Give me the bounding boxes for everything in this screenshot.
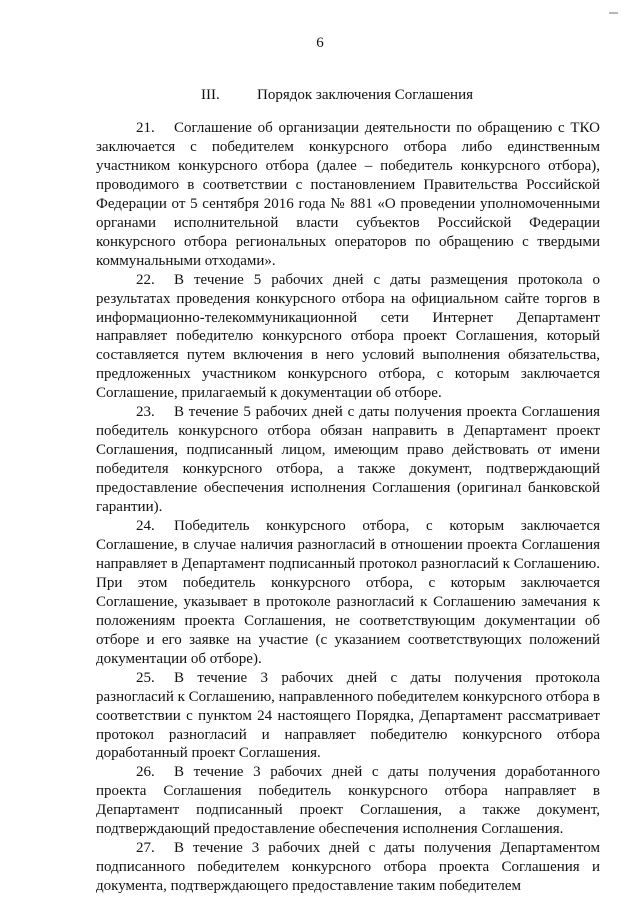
section-heading <box>0 85 640 105</box>
paragraph-text: В течение 3 рабочих дней с даты получения Департаментом подписанного победителем конкурсного отбора проекта Соглашения и документа, подтверждающего предоставление таким победителем <box>96 840 600 895</box>
paragraph-number: 22. <box>136 271 155 288</box>
scan-mark <box>609 12 618 14</box>
paragraph-text: Соглашение об организации деятельности по обращению с ТКО заключается с победителем конкурсного отбора либо единственным участником конкурсного отбора (далее – победитель конкурсного отбора), проводимого в соответствии с постановлением Правительства Российской Федерации от 5 сентября 2016 года № 881 «О проведении уполномоченными органами исполнительной власти субъектов Российской Федерации конкурсного отбора региональных операторов по обращению с твердыми коммунальными отходами». <box>96 120 600 269</box>
paragraph-text: В течение 3 рабочих дней с даты получения протокола разногласий к Соглашению, направленного победителем конкурсного отбора в соответствии с пунктом 24 настоящего Порядка, Департамент рассматривает протокол разногласий и направляет победителю конкурсного отбора доработанный проект Соглашения. <box>96 669 600 762</box>
paragraph-23 <box>96 403 600 517</box>
paragraph-25 <box>96 669 600 764</box>
paragraph-24 <box>96 517 600 669</box>
paragraph-number: 26. <box>136 764 155 781</box>
paragraph-number: 21. <box>136 120 155 136</box>
paragraph-27 <box>96 839 600 896</box>
section-number: III. <box>201 87 220 103</box>
paragraph-22 <box>96 271 600 404</box>
document-body <box>96 119 600 896</box>
paragraph-26 <box>96 763 600 839</box>
paragraph-21 <box>96 119 600 271</box>
paragraph-text: Победитель конкурсного отбора, с которым заключается Соглашение, в случае наличия разногласий в отношении проекта Соглашения направляет в Департамент подписанный протокол разногласий к Соглашению. При этом победитель конкурсного отбора, с которым заключается Соглашение, указывает в протоколе разногласий к Соглашению замечания к положениям проекта Соглашения, не соответствующим документации об отборе и его заявке на участие (с указанием соответствующих положений документации об отборе). <box>96 518 600 667</box>
paragraph-text: В течение 5 рабочих дней с даты размещения протокола о результатах проведения конкурсного отбора на официальном сайте торгов в информационно-телекоммуникационной сети Интернет Департамент направляет победителю конкурсного отбора проект Соглашения, который составляется путем включения в него условий выполнения обязательства, предложенных участником конкурсного отбора, с которым заключается Соглашение, прилагаемый к документации об отборе. <box>96 271 600 402</box>
paragraph-text: В течение 3 рабочих дней с даты получения доработанного проекта Соглашения победитель конкурсного отбора направляет в Департамент подписанный проект Соглашения, а также документ, подтверждающий предоставление обеспечения исполнения Соглашения. <box>96 764 600 838</box>
paragraph-number: 25. <box>136 669 155 686</box>
page-number: 6 <box>316 35 324 51</box>
paragraph-number: 27. <box>136 840 155 857</box>
paragraph-text: В течение 5 рабочих дней с даты получения проекта Соглашения победитель конкурсного отбора обязан направить в Департамент проект Соглашения, подписанный лицом, имеющим право действовать от имени победителя конкурсного отбора, а также документ, подтверждающий предоставление обеспечения исполнения Соглашения (оригинал банковской гарантии). <box>96 404 600 516</box>
paragraph-number: 24. <box>136 518 155 535</box>
section-title: Порядок заключения Соглашения <box>257 87 473 103</box>
paragraph-number: 23. <box>136 404 155 421</box>
